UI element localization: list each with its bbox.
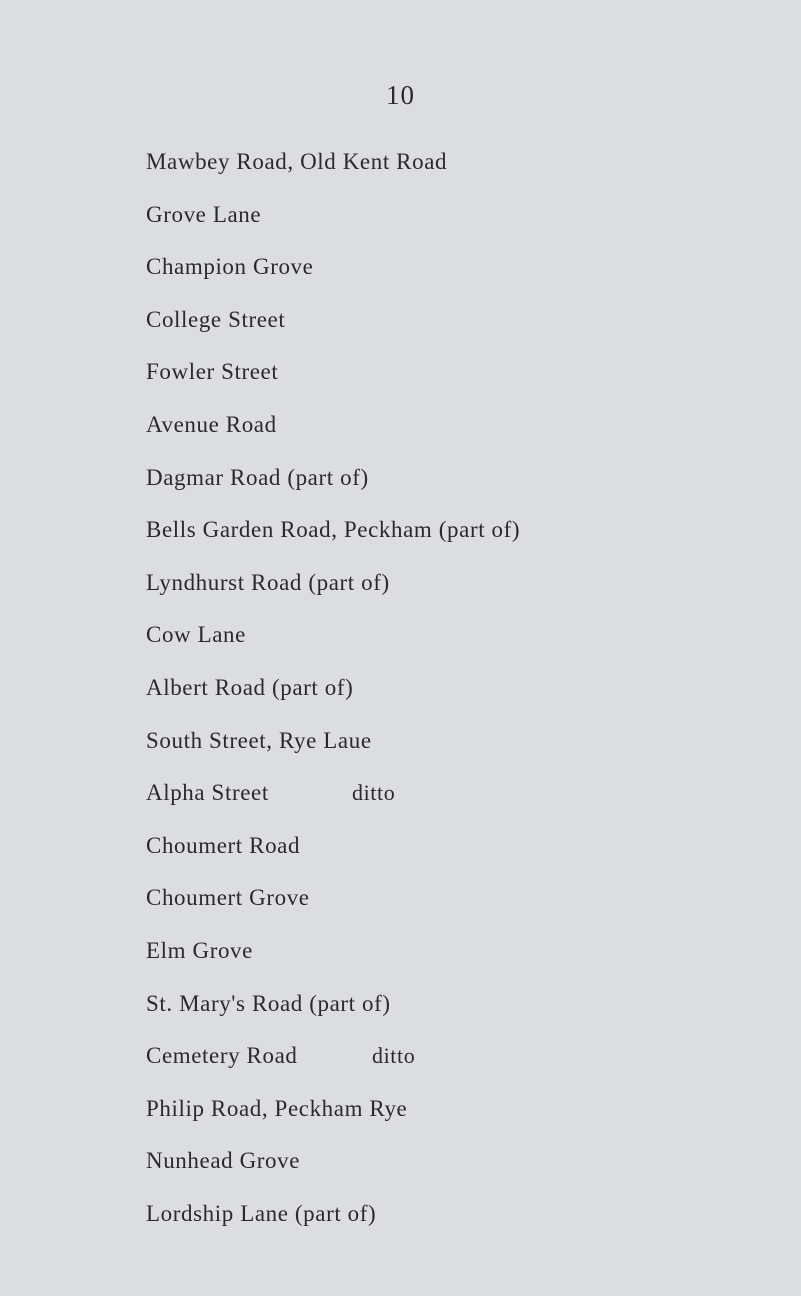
street-name: Philip Road, Peckham Rye [146, 1095, 408, 1121]
street-name: Champion Grove [146, 254, 314, 280]
page-number: 10 [386, 80, 415, 110]
list-item [146, 609, 766, 662]
list-item [146, 399, 766, 452]
street-name: Choumert Grove [146, 885, 310, 911]
street-name: Alpha Street [146, 780, 269, 806]
list-item [146, 1135, 766, 1188]
list-item [146, 978, 766, 1031]
street-name: College Street [146, 306, 286, 332]
street-name: Lordship Lane (part of) [146, 1200, 377, 1226]
list-item [146, 452, 766, 505]
list-item [146, 241, 766, 294]
list-item [146, 1083, 766, 1136]
list-item [146, 662, 766, 715]
list-item [146, 504, 766, 557]
street-name: Cemetery Road [146, 1043, 298, 1069]
list-item [146, 1188, 766, 1241]
street-name: Bells Garden Road, Peckham (part of) [146, 517, 521, 543]
list-item [146, 872, 766, 925]
street-name: Lyndhurst Road (part of) [146, 569, 390, 595]
street-name: Grove Lane [146, 201, 262, 227]
street-name: Cow Lane [146, 622, 246, 648]
ditto-note: ditto [372, 1043, 416, 1069]
street-name: St. Mary's Road (part of) [146, 990, 391, 1016]
street-name: Nunhead Grove [146, 1148, 301, 1174]
list-item [146, 189, 766, 242]
street-list [146, 136, 766, 1240]
list-item [146, 1030, 766, 1083]
list-item [146, 136, 766, 189]
list-item [146, 557, 766, 610]
street-name: Albert Road (part of) [146, 674, 354, 700]
street-name: Dagmar Road (part of) [146, 464, 369, 490]
list-item [146, 294, 766, 347]
list-item [146, 767, 766, 820]
list-item [146, 820, 766, 873]
list-item [146, 925, 766, 978]
street-name: Mawbey Road, Old Kent Road [146, 149, 448, 174]
ditto-note: ditto [352, 780, 396, 806]
list-item [146, 346, 766, 399]
street-name: Fowler Street [146, 359, 279, 385]
street-name: Avenue Road [146, 411, 277, 437]
street-name: Choumert Road [146, 832, 301, 858]
list-item [146, 715, 766, 768]
street-name: Elm Grove [146, 937, 253, 963]
street-name: South Street, Rye Laue [146, 727, 372, 753]
